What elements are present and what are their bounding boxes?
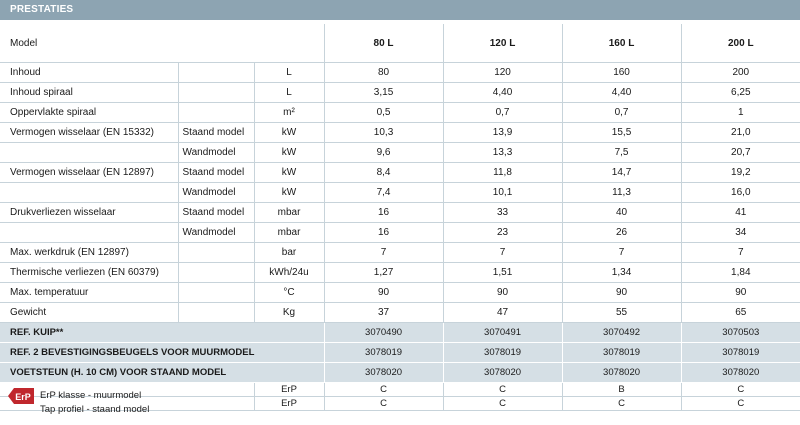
row-value: 4,40 bbox=[562, 83, 681, 103]
erp-label-cell bbox=[0, 397, 254, 415]
row-label bbox=[0, 183, 178, 203]
row-value: 1,27 bbox=[324, 263, 443, 283]
row-value: 7 bbox=[562, 243, 681, 263]
row-value: 11,8 bbox=[443, 163, 562, 183]
row-sublabel bbox=[178, 263, 254, 283]
reference-label: REF. KUIP** bbox=[0, 323, 324, 343]
row-value: 160 bbox=[562, 63, 681, 83]
row-value: 0,7 bbox=[443, 103, 562, 123]
row-label: Vermogen wisselaar (EN 12897) bbox=[0, 163, 178, 183]
row-value: 21,0 bbox=[681, 123, 800, 143]
row-label bbox=[0, 223, 178, 243]
row-label: Oppervlakte spiraal bbox=[0, 103, 178, 123]
row-value: 20,7 bbox=[681, 143, 800, 163]
row-value: 15,5 bbox=[562, 123, 681, 143]
row-value: 55 bbox=[562, 303, 681, 323]
row-sublabel bbox=[178, 243, 254, 263]
row-value: 16,0 bbox=[681, 183, 800, 203]
row-value: 16 bbox=[324, 223, 443, 243]
erp-label-cell bbox=[0, 383, 254, 402]
spec-table bbox=[0, 24, 800, 415]
row-value: 9,6 bbox=[324, 143, 443, 163]
erp-unit: ErP bbox=[254, 397, 324, 411]
reference-value: 3078020 bbox=[443, 363, 562, 383]
row-unit: L bbox=[254, 63, 324, 83]
column-header: 80 L bbox=[324, 24, 443, 63]
row-value: 11,3 bbox=[562, 183, 681, 203]
reference-row bbox=[0, 363, 800, 383]
reference-value: 3070491 bbox=[443, 323, 562, 343]
erp-unit: ErP bbox=[254, 383, 324, 397]
row-value: 6,25 bbox=[681, 83, 800, 103]
row-value: 16 bbox=[324, 203, 443, 223]
row-value: 14,7 bbox=[562, 163, 681, 183]
row-label: Max. temperatuur bbox=[0, 283, 178, 303]
spec-row bbox=[0, 203, 800, 223]
erp-value: C bbox=[681, 383, 800, 397]
row-value: 7 bbox=[324, 243, 443, 263]
row-label: Gewicht bbox=[0, 303, 178, 323]
row-value: 1,51 bbox=[443, 263, 562, 283]
row-unit: kWh/24u bbox=[254, 263, 324, 283]
row-sublabel bbox=[178, 303, 254, 323]
row-label: Max. werkdruk (EN 12897) bbox=[0, 243, 178, 263]
row-unit: bar bbox=[254, 243, 324, 263]
row-unit: m² bbox=[254, 103, 324, 123]
spec-row bbox=[0, 303, 800, 323]
reference-label: VOETSTEUN (H. 10 CM) VOOR STAAND MODEL bbox=[0, 363, 324, 383]
reference-value: 3078019 bbox=[681, 343, 800, 363]
row-value: 34 bbox=[681, 223, 800, 243]
erp-value: C bbox=[324, 397, 443, 411]
spec-row bbox=[0, 83, 800, 103]
row-value: 47 bbox=[443, 303, 562, 323]
row-value: 3,15 bbox=[324, 83, 443, 103]
row-value: 1 bbox=[681, 103, 800, 123]
row-sublabel: Wandmodel bbox=[178, 143, 254, 163]
row-unit: kW bbox=[254, 123, 324, 143]
reference-row bbox=[0, 323, 800, 343]
row-value: 90 bbox=[443, 283, 562, 303]
row-value: 23 bbox=[443, 223, 562, 243]
row-value: 26 bbox=[562, 223, 681, 243]
row-value: 13,3 bbox=[443, 143, 562, 163]
row-value: 37 bbox=[324, 303, 443, 323]
row-unit: mbar bbox=[254, 223, 324, 243]
row-value: 90 bbox=[324, 283, 443, 303]
row-sublabel bbox=[178, 103, 254, 123]
spec-row bbox=[0, 163, 800, 183]
row-value: 40 bbox=[562, 203, 681, 223]
section-title: PRESTATIES bbox=[0, 0, 800, 20]
erp-value: C bbox=[562, 397, 681, 411]
row-unit: Kg bbox=[254, 303, 324, 323]
erp-label: ErP klasse - muurmodel bbox=[40, 389, 142, 401]
spec-row bbox=[0, 123, 800, 143]
row-unit: kW bbox=[254, 143, 324, 163]
row-value: 200 bbox=[681, 63, 800, 83]
reference-value: 3070503 bbox=[681, 323, 800, 343]
reference-value: 3078020 bbox=[324, 363, 443, 383]
row-value: 1,84 bbox=[681, 263, 800, 283]
header-row bbox=[0, 24, 800, 63]
row-unit: L bbox=[254, 83, 324, 103]
row-sublabel: Wandmodel bbox=[178, 223, 254, 243]
spec-row bbox=[0, 263, 800, 283]
column-header: 200 L bbox=[681, 24, 800, 63]
erp-value: C bbox=[324, 383, 443, 397]
row-value: 65 bbox=[681, 303, 800, 323]
row-value: 8,4 bbox=[324, 163, 443, 183]
column-header: 120 L bbox=[443, 24, 562, 63]
row-sublabel bbox=[178, 83, 254, 103]
erp-value: C bbox=[443, 397, 562, 411]
row-value: 7 bbox=[443, 243, 562, 263]
row-value: 120 bbox=[443, 63, 562, 83]
spec-row bbox=[0, 63, 800, 83]
row-value: 10,3 bbox=[324, 123, 443, 143]
row-value: 80 bbox=[324, 63, 443, 83]
erp-row bbox=[0, 397, 800, 411]
row-value: 13,9 bbox=[443, 123, 562, 143]
model-label: Model bbox=[0, 24, 324, 63]
row-sublabel bbox=[178, 63, 254, 83]
reference-row bbox=[0, 343, 800, 363]
erp-value: C bbox=[443, 383, 562, 397]
row-sublabel: Staand model bbox=[178, 163, 254, 183]
row-sublabel: Wandmodel bbox=[178, 183, 254, 203]
row-value: 0,5 bbox=[324, 103, 443, 123]
row-unit: mbar bbox=[254, 203, 324, 223]
erp-value: B bbox=[562, 383, 681, 397]
row-sublabel: Staand model bbox=[178, 123, 254, 143]
row-value: 90 bbox=[681, 283, 800, 303]
row-label: Inhoud bbox=[0, 63, 178, 83]
reference-value: 3078019 bbox=[324, 343, 443, 363]
row-unit: kW bbox=[254, 183, 324, 203]
erp-label: Tap profiel - staand model bbox=[40, 403, 150, 415]
spec-row bbox=[0, 283, 800, 303]
row-value: 4,40 bbox=[443, 83, 562, 103]
row-label: Drukverliezen wisselaar bbox=[0, 203, 178, 223]
column-header: 160 L bbox=[562, 24, 681, 63]
row-label: Vermogen wisselaar (EN 15332) bbox=[0, 123, 178, 143]
row-unit: °C bbox=[254, 283, 324, 303]
row-sublabel: Staand model bbox=[178, 203, 254, 223]
reference-value: 3078020 bbox=[562, 363, 681, 383]
row-label: Thermische verliezen (EN 60379) bbox=[0, 263, 178, 283]
row-unit: kW bbox=[254, 163, 324, 183]
row-value: 7,5 bbox=[562, 143, 681, 163]
row-value: 41 bbox=[681, 203, 800, 223]
row-label bbox=[0, 143, 178, 163]
reference-value: 3078020 bbox=[681, 363, 800, 383]
row-value: 7 bbox=[681, 243, 800, 263]
erp-value: C bbox=[681, 397, 800, 411]
spec-row bbox=[0, 243, 800, 263]
spec-row bbox=[0, 223, 800, 243]
reference-label: REF. 2 BEVESTIGINGSBEUGELS VOOR MUURMODEL bbox=[0, 343, 324, 363]
reference-value: 3070490 bbox=[324, 323, 443, 343]
row-value: 0,7 bbox=[562, 103, 681, 123]
erp-row bbox=[0, 383, 800, 397]
row-sublabel bbox=[178, 283, 254, 303]
row-value: 19,2 bbox=[681, 163, 800, 183]
reference-value: 3070492 bbox=[562, 323, 681, 343]
spec-row bbox=[0, 103, 800, 123]
svg-text:ErP: ErP bbox=[15, 392, 31, 402]
row-value: 33 bbox=[443, 203, 562, 223]
spec-row bbox=[0, 143, 800, 163]
row-value: 7,4 bbox=[324, 183, 443, 203]
row-value: 90 bbox=[562, 283, 681, 303]
row-value: 10,1 bbox=[443, 183, 562, 203]
spec-row bbox=[0, 183, 800, 203]
row-value: 1,34 bbox=[562, 263, 681, 283]
reference-value: 3078019 bbox=[562, 343, 681, 363]
row-label: Inhoud spiraal bbox=[0, 83, 178, 103]
reference-value: 3078019 bbox=[443, 343, 562, 363]
